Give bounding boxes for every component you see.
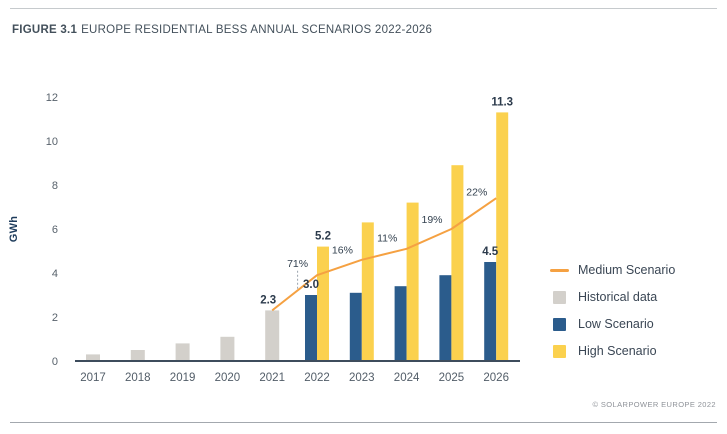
value-label-5.2: 5.2: [315, 230, 331, 243]
y-tick-8: 8: [51, 180, 58, 192]
legend-label: Historical data: [578, 290, 658, 304]
legend-item-medium-scenario: [553, 263, 675, 277]
y-tick-4: 4: [51, 268, 58, 280]
x-tick-2020: 2020: [214, 372, 241, 384]
x-tick-2017: 2017: [80, 372, 106, 384]
x-tick-2023: 2023: [349, 372, 375, 384]
value-label-11.3: 11.3: [491, 96, 514, 109]
legend-item-low-scenario: [553, 317, 675, 331]
bar-high-2026: [496, 112, 508, 361]
figure-label: FIGURE 3.1: [12, 24, 78, 36]
x-tick-2026: 2026: [483, 372, 509, 384]
growth-label-22%: 22%: [466, 186, 488, 199]
value-label-3.0: 3.0: [303, 279, 319, 291]
y-tick-2: 2: [51, 312, 58, 324]
value-label-4.5: 4.5: [482, 246, 499, 258]
bar-high-2022: [317, 247, 329, 361]
x-tick-2024: 2024: [393, 372, 420, 384]
y-tick-10: 10: [45, 136, 58, 148]
bar-low-2026: [484, 262, 496, 361]
bar-historical-2021: [265, 310, 279, 361]
bar-low-2023: [350, 293, 362, 361]
figure-title-text: EUROPE RESIDENTIAL BESS ANNUAL SCENARIOS 2022-2026: [81, 24, 433, 36]
y-tick-12: 12: [45, 92, 58, 104]
growth-label-19%: 19%: [421, 213, 443, 226]
bar-high-2025: [451, 165, 463, 361]
legend-item-high-scenario: [553, 344, 675, 358]
legend-square-swatch-icon: [553, 318, 566, 331]
x-tick-2018: 2018: [125, 372, 151, 384]
copyright: © SOLARPOWER EUROPE 2022: [592, 400, 716, 409]
legend-item-historical-data: [553, 290, 675, 304]
bar-historical-2020: [220, 337, 234, 361]
bar-low-2025: [439, 275, 451, 361]
value-label-2.3: 2.3: [260, 294, 277, 307]
y-tick-0: 0: [51, 356, 58, 368]
y-axis-label: GWh: [8, 215, 20, 243]
bottom-divider: [10, 422, 717, 423]
bar-high-2024: [407, 203, 419, 361]
growth-label-16%: 16%: [331, 244, 353, 257]
legend-square-swatch-icon: [553, 291, 566, 304]
bar-low-2024: [395, 286, 407, 361]
legend-line-swatch-icon: [550, 269, 569, 272]
legend: [553, 263, 675, 358]
bar-low-2022: [305, 295, 317, 361]
legend-label: High Scenario: [578, 344, 657, 358]
x-tick-2019: 2019: [169, 372, 196, 384]
x-tick-2022: 2022: [304, 372, 330, 384]
x-tick-2025: 2025: [438, 372, 465, 384]
y-tick-6: 6: [51, 224, 58, 236]
bar-historical-2018: [131, 350, 145, 361]
legend-label: Low Scenario: [578, 317, 654, 331]
x-tick-2021: 2021: [259, 372, 285, 384]
growth-label-11%: 11%: [377, 232, 398, 245]
legend-square-swatch-icon: [553, 345, 566, 358]
bar-historical-2019: [176, 343, 190, 361]
bar-high-2023: [362, 222, 374, 361]
growth-label-71%: 71%: [287, 257, 309, 270]
legend-label: Medium Scenario: [578, 263, 676, 277]
